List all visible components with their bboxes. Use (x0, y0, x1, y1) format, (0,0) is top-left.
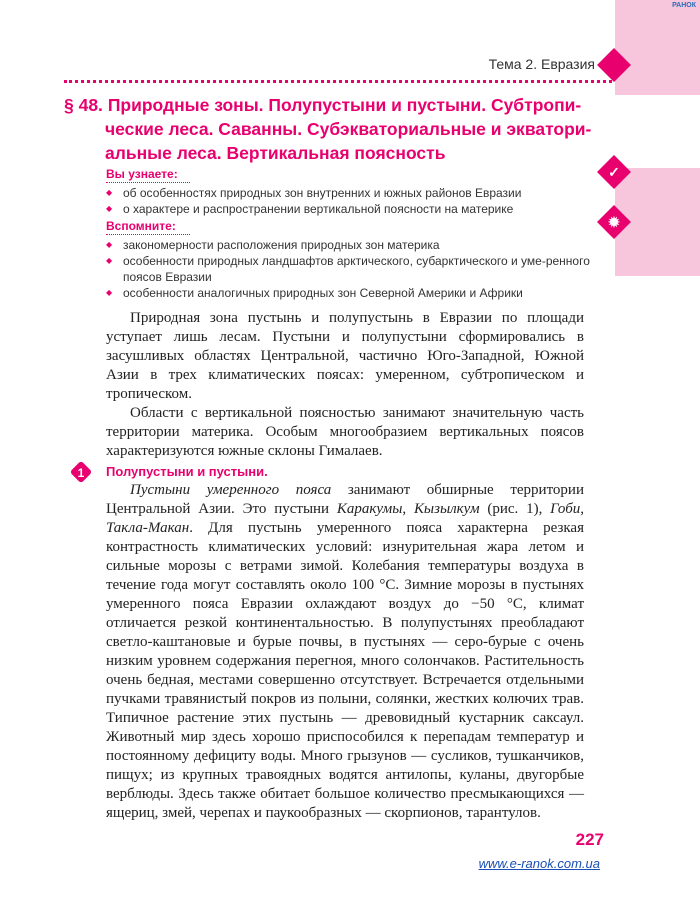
desert-name: Гоби (550, 501, 581, 517)
learn-item: ◆ об особенностях природных зон внутренних и южных районов Евразии (106, 185, 596, 201)
text-run: занимают обширные территории Центральной Азии. Это пустыни (106, 482, 584, 517)
subsection-title: Полупустыни и пустыни. (106, 464, 268, 479)
learn-heading-rule (106, 182, 190, 183)
subsection-number-badge (70, 461, 94, 485)
desert-name: Кызылкум (413, 501, 480, 517)
learn-heading: Вы узнаете: (106, 167, 178, 181)
intro-paragraph-1: Природная зона пустынь и полупустынь в Евразии по площади уступает лишь лесам. Пустыни и полупустыни сформировались в засушливых областях Центральной, частично Юго-Западной, Южной Азии в трех климатических поясах: умеренном, субтропическом и тропическом. (106, 310, 584, 402)
page-number: 227 (575, 830, 604, 849)
text-run: (рис. 1), (479, 501, 551, 517)
section-title-line-2: ческие леса. Саванны. Субэкваториальные и экватори- (105, 119, 592, 139)
subsection-number: 1 (77, 466, 85, 480)
checkmark-icon: ✓ (597, 155, 631, 189)
lightbulb-icon: ✹ (597, 205, 631, 239)
subsection-text (106, 481, 584, 823)
recall-item: ◆ особенности аналогичных природных зон Северной Америки и Африки (106, 285, 596, 301)
margin-band-top (615, 0, 700, 95)
intro-paragraph-2: Области с вертикальной поясностью занимают значительную часть территории материка. Особым многообразием вертикальных поясов характеризуются южные склоны Гималаев. (106, 405, 584, 459)
publisher-logo: РАНОК (672, 2, 696, 9)
learn-block (106, 166, 596, 217)
topic-header: Тема 2. Евразия (488, 56, 595, 72)
section-title-line-3: альные леса. Вертикальная поясность (105, 143, 446, 163)
section-number: § 48. (64, 95, 103, 115)
header-divider (64, 80, 612, 83)
text-run: , (402, 501, 414, 517)
recall-item: ◆ особенности природных ландшафтов арктического, субарктического и уме-ренного поясов Евразии (106, 253, 596, 285)
text-run: . Для пустынь умеренного пояса характерна резкая контрастность климатических условий: изнурительная жара летом и сильные морозы с ветрами зимой. Колебания температуры воздуха в течение года могут составлять около 100 °С. Зимние морозы в пустынях умеренного пояса Евразии охлаждают воздух до −50 °С, климат отличается резкой континентальностью. В полупустынях преобладают светло-каштановые и бурые почвы, в пустынях — серо-бурые с очень низким уровнем содержания перегноя, много солончаков. Растительность очень бедная, местами совершенно отсутствует. Встречается отдельными пучками травянистый покров из полыни, солянки, жестких колючих трав. Типичное растение этих пустынь — древовидный кустарник саксаул. Животный мир здесь хорошо приспособился к перепадам температур и постоянному дефициту воды. Много грызунов — сусликов, тушканчиков, пищух; из крупных травоядных водятся антилопы, куланы, двугорбые верблюды. Здесь также обитает большое количество пресмыкающихся — ящериц, змей, черепах и паукообразных — скорпионов, тарантулов. (106, 520, 584, 821)
desert-name: Такла-Макан (106, 520, 190, 536)
recall-heading: Вспомните: (106, 219, 176, 233)
recall-block (106, 218, 596, 301)
lead-term: Пустыни умеренного пояса (130, 482, 332, 498)
learn-item: ◆ о характере и распространении вертикальной поясности на материке (106, 201, 596, 217)
recall-item: ◆ закономерности расположения природных зон материка (106, 237, 596, 253)
website-link[interactable]: www.e-ranok.com.ua (478, 856, 600, 871)
section-title (64, 93, 592, 165)
desert-name: Каракумы (336, 501, 403, 517)
intro-text (106, 309, 584, 461)
recall-heading-rule (106, 234, 190, 235)
section-title-line-1: Природные зоны. Полупустыни и пустыни. Субтропи- (107, 95, 582, 115)
text-run: , (580, 501, 584, 517)
subsection-paragraph (106, 481, 584, 823)
